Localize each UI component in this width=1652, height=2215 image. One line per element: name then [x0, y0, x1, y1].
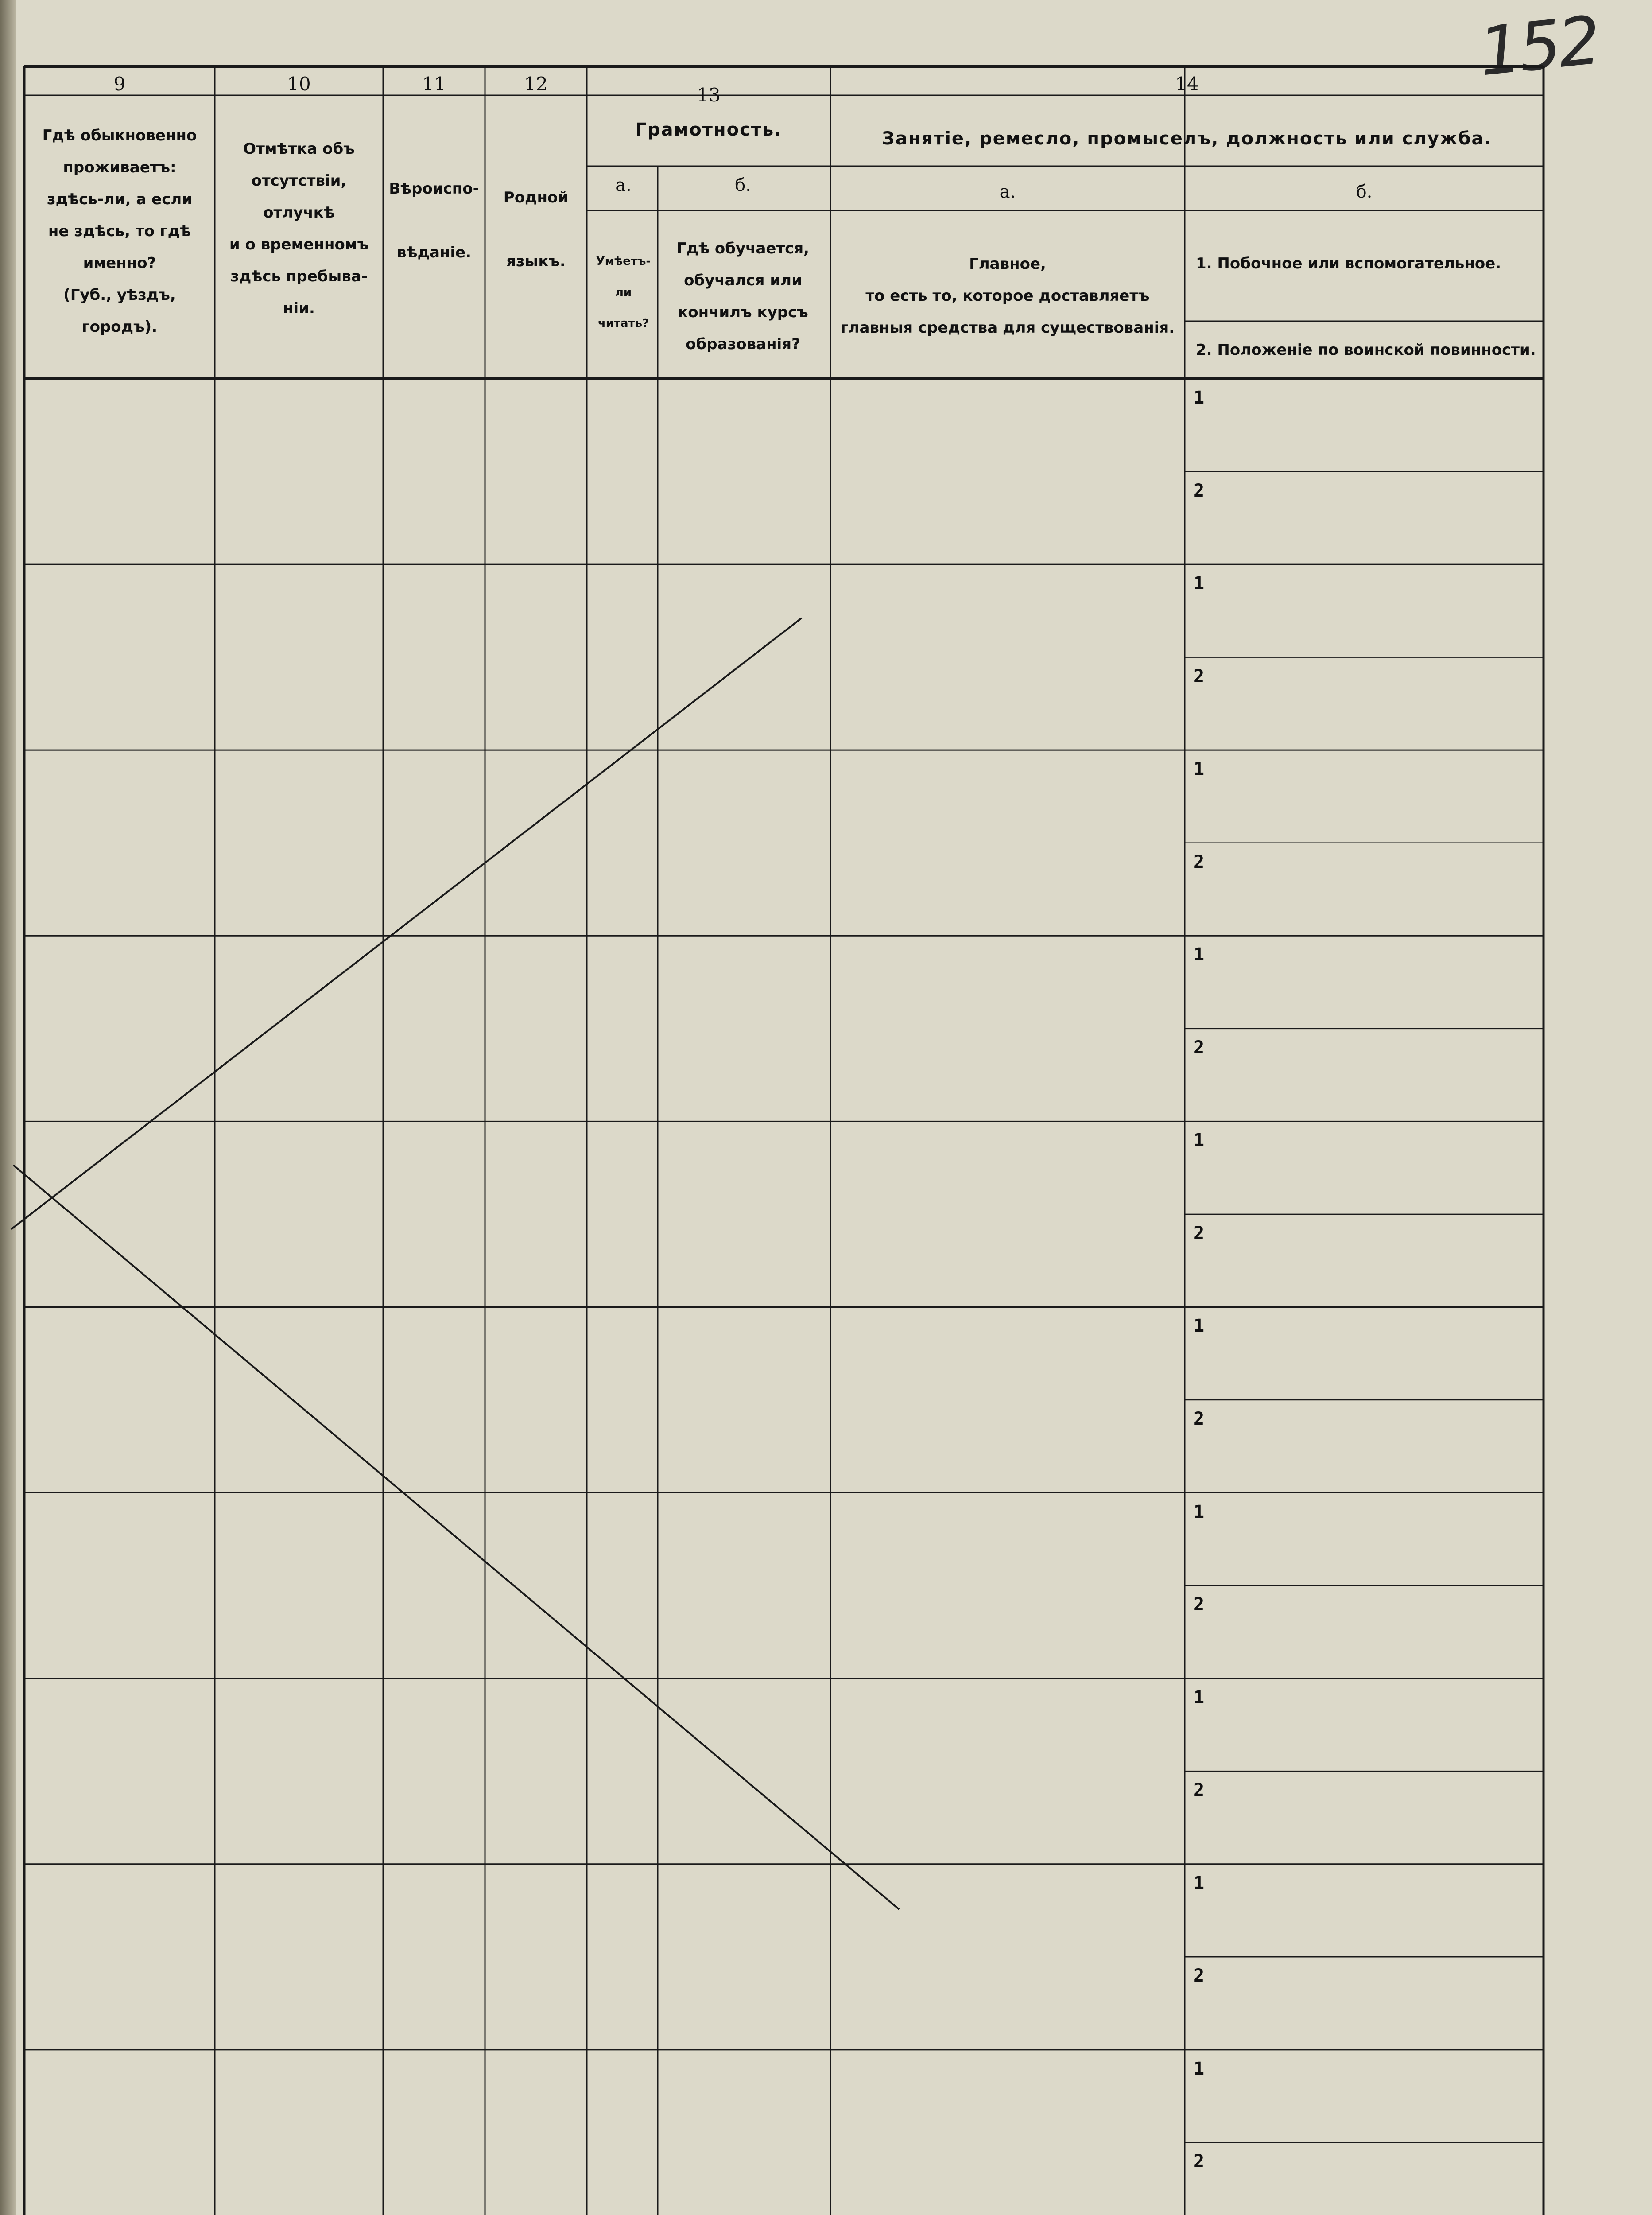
occupation-a-label: а.	[999, 182, 1016, 202]
occupation-main-header: Главное, то есть то, которое доставляетъ главныя средства для существованія.	[840, 255, 1175, 337]
row-label-secondary-occupation: 1	[1194, 2058, 1205, 2079]
literacy-header: Грамотность.	[635, 120, 782, 140]
occupation-b-label: б.	[1356, 182, 1373, 202]
occupation-header: Занятіе, ремесло, промыселъ, должность или служба.	[882, 128, 1492, 149]
row-label-secondary-occupation: 1	[1194, 759, 1205, 780]
literacy-a-label: а.	[615, 175, 632, 195]
row-label-military-status: 2	[1194, 851, 1205, 872]
row-label-military-status: 2	[1194, 1037, 1205, 1058]
column-number-14: 14	[1175, 73, 1199, 95]
page-number: 152	[1475, 2, 1602, 91]
row-label-military-status: 2	[1194, 2151, 1205, 2172]
column-header-religion: Вѣроиспо- вѣданіе.	[389, 180, 479, 261]
row-label-military-status: 2	[1194, 1409, 1205, 1429]
column-number-12: 12	[524, 73, 548, 95]
row-label-military-status: 2	[1194, 1966, 1205, 1986]
column-number-10: 10	[287, 73, 311, 95]
row-label-military-status: 2	[1194, 1594, 1205, 1615]
row-label-secondary-occupation: 1	[1194, 388, 1205, 408]
column-header-absence: Отмѣтка объ отсутствіи, отлучкѣ и о временномъ здѣсь пребыва- ніи.	[229, 140, 369, 317]
occupation-secondary-header: 1. Побочное или вспомогательное.	[1196, 255, 1501, 272]
strike-line-ascending	[11, 618, 802, 1229]
literacy-can-read-header: Умѣетъ- ли читать?	[596, 255, 651, 330]
row-label-military-status: 2	[1194, 480, 1205, 501]
military-status-header: 2. Положеніе по воинской повинности.	[1196, 341, 1536, 359]
column-number-11: 11	[422, 73, 446, 95]
column-header-residence: Гдѣ обыкновенно проживаетъ: здѣсь-ли, а если не здѣсь, то гдѣ именно? (Губ., уѣздъ, городъ).	[42, 127, 197, 336]
row-label-secondary-occupation: 1	[1194, 1130, 1205, 1151]
column-number-13: 13	[697, 84, 721, 106]
literacy-b-label: б.	[735, 175, 751, 195]
row-label-secondary-occupation: 1	[1194, 1873, 1205, 1893]
row-label-military-status: 2	[1194, 666, 1205, 687]
row-label-military-status: 2	[1194, 1223, 1205, 1244]
column-header-native-language: Родной языкъ.	[503, 189, 569, 270]
strike-line-descending	[13, 1165, 899, 1909]
row-label-secondary-occupation: 1	[1194, 1316, 1205, 1337]
row-label-secondary-occupation: 1	[1194, 573, 1205, 594]
row-label-secondary-occupation: 1	[1194, 1501, 1205, 1522]
row-label-secondary-occupation: 1	[1194, 944, 1205, 965]
literacy-education-header: Гдѣ обучается, обучался или кончилъ курсъ образованія?	[676, 240, 810, 353]
row-label-military-status: 2	[1194, 1780, 1205, 1801]
column-number-9: 9	[113, 73, 126, 95]
row-label-secondary-occupation: 1	[1194, 1687, 1205, 1708]
